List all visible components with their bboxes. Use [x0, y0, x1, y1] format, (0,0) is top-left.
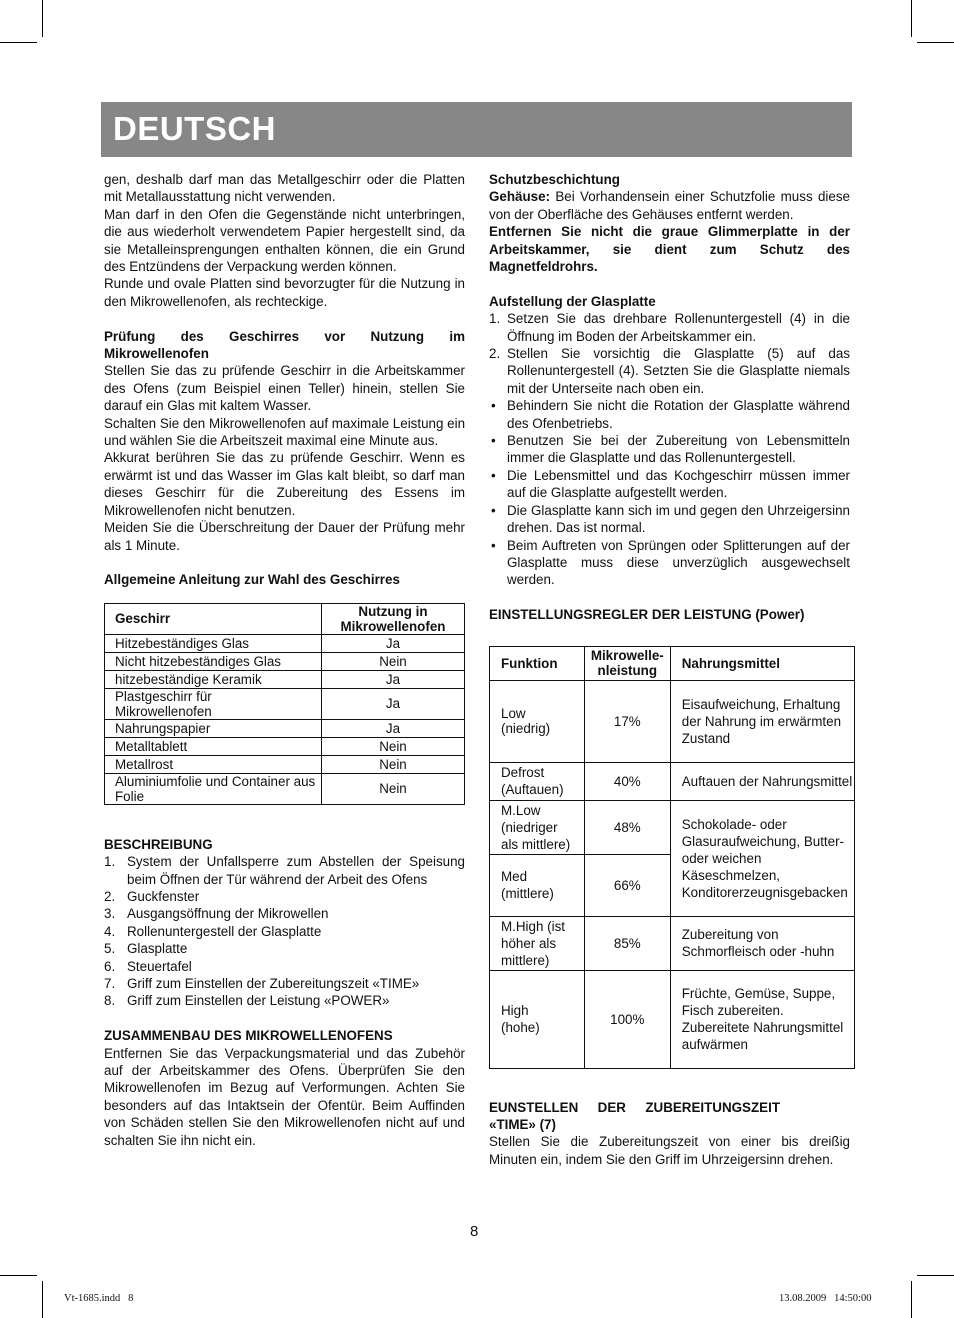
list-item: 6. Steuertafel: [104, 958, 192, 974]
table-cell: Nein: [322, 755, 465, 773]
table-cell: High (hohe): [490, 970, 585, 1068]
crop-mark: [0, 42, 37, 43]
list-item: 8. Griff zum Einstellen der Leistung «POWER»: [104, 993, 390, 1009]
table-row: [490, 800, 855, 854]
table-header: Nahrungsmittel: [670, 646, 854, 680]
table-cell: Ja: [322, 719, 465, 737]
crop-mark: [911, 0, 912, 37]
table-cell: Med (mittlere): [490, 854, 585, 916]
table-row: [105, 719, 465, 737]
paragraph: Entfernen Sie das Verpackungsmaterial und das Zubehör auf der Arbeitskammer des Ofens. Überprüfen Sie den Mikrowellenofen im Bezug auf Verformungen. Achten Sie besonders auf das Intaktsein der Ofentür. Beim Auffinden von Schäden stellen Sie den Mikrowellenofen nicht auf und schalten Sie ihn nicht ein.: [104, 1045, 465, 1148]
file-slug: Vt-1685.indd 8: [64, 1293, 134, 1304]
table-row: [105, 773, 465, 804]
table-row: [490, 970, 855, 1068]
table-cell: Nein: [322, 773, 465, 804]
table-cell: Ja: [322, 670, 465, 688]
paragraph: Gehäuse: Bei Vorhandensein einer Schutzfolie muss diese von der Oberfläche des Gehäuses entfernt werden.: [489, 189, 850, 222]
table-cell: 48%: [584, 800, 670, 854]
page-title: DEUTSCH: [113, 110, 277, 147]
table-row: [105, 670, 465, 688]
description-list: [104, 853, 465, 1010]
section-heading: Schutzbeschichtung: [489, 172, 620, 187]
table-row: [490, 680, 855, 762]
paragraph: Meiden Sie die Überschreitung der Dauer der Prüfung mehr als 1 Minute.: [104, 520, 465, 553]
table-cell: Metalltablett: [105, 737, 322, 755]
table-row: [105, 634, 465, 652]
table-cell: hitzebeständige Keramik: [105, 670, 322, 688]
table-header: Geschirr: [105, 603, 322, 634]
table-row: [490, 762, 855, 800]
section-heading: Prüfung des Geschirres vor Nutzung im Mikrowellenofen: [104, 328, 465, 362]
table-cell: Nein: [322, 652, 465, 670]
section-heading: EUNSTELLEN DER ZUBEREITUNGSZEIT «TIME» (7): [489, 1099, 780, 1132]
table-cell: M.Low (niedriger als mittlere): [490, 800, 585, 854]
table-cell: Plastgeschirr für Mikrowellenofen: [105, 688, 322, 719]
section-heading: EINSTELLUNGSREGLER DER LEISTUNG (Power): [489, 607, 805, 623]
list-item: 2. Guckfenster: [104, 888, 200, 904]
table-cell: Hitzebeständiges Glas: [105, 634, 322, 652]
list-item: 7. Griff zum Einstellen der Zubereitungszeit «TIME»: [104, 975, 420, 991]
paragraph: Stellen Sie das zu prüfende Geschirr in die Arbeitskammer des Ofens (zum Beispiel einen Teller) hinein, stellen Sie darauf ein Glas mit kaltem Wasser.: [104, 363, 465, 414]
table-cell: 17%: [584, 680, 670, 762]
list-item: • Behindern Sie nicht die Rotation der Glasplatte während des Ofenbetriebs.: [491, 398, 850, 431]
list-item: • Die Lebensmittel und das Kochgeschirr müssen immer auf die Glasplatte aufgestellt werden.: [491, 467, 850, 501]
list-item: • Benutzen Sie bei der Zubereitung von Lebensmitteln immer die Glasplatte und das Rollenuntergestell.: [491, 433, 850, 466]
table-cell: Nicht hitzebeständiges Glas: [105, 652, 322, 670]
coating-label: Gehäuse:: [489, 189, 551, 205]
list-item: • Die Glasplatte kann sich im und gegen den Uhrzeigersinn drehen. Das ist normal.: [491, 502, 850, 536]
paragraph: Man darf in den Ofen die Gegenstände nicht unterbringen, die aus wiederholt verwendetem Papier hergestellt sind, da sie Metalleinsprengungen enthalten können, die ein Grund des Entzündens der Verpackung werden können.: [104, 206, 465, 275]
table-header-row: [490, 646, 855, 680]
glass-steps: [489, 310, 850, 397]
crop-mark: [0, 1275, 37, 1276]
table-cell: Zubereitung von Schmorfleisch oder -huhn: [670, 916, 854, 970]
list-item: 2. Stellen Sie vorsichtig die Glasplatte (5) auf das Rollenuntergestell (4). Setzten Sie die Glasplatte niemals mit der Unterseite nach oben ein.: [489, 346, 850, 396]
section-heading: Allgemeine Anleitung zur Wahl des Geschirres: [104, 572, 400, 588]
paragraph: Runde und ovale Platten sind bevorzugter für die Nutzung in den Mikrowellenofen, als rechteckige.: [104, 276, 465, 309]
list-item: 4. Rollenuntergestell der Glasplatte: [104, 923, 322, 939]
section-heading: Aufstellung der Glasplatte: [489, 293, 656, 309]
page-number: 8: [470, 1223, 479, 1240]
list-item: 1. Setzen Sie das drehbare Rollenuntergestell (4) in die Öffnung im Boden der Arbeitskammer ein.: [489, 311, 850, 344]
table-cell: Auftauen der Nahrungsmittel: [670, 762, 854, 800]
table-row: [105, 737, 465, 755]
table-row: [490, 916, 855, 970]
crop-mark: [911, 1281, 912, 1318]
right-column: [489, 171, 853, 1168]
list-item: • Beim Auftreten von Sprüngen oder Splitterungen auf der Glasplatte muss diese unverzüglich ausgewechselt werden.: [491, 537, 850, 588]
table-row: [105, 755, 465, 773]
crop-mark: [917, 42, 954, 43]
table-header: Nutzung in Mikrowellenofen: [322, 603, 465, 634]
section-heading: BESCHREIBUNG: [104, 836, 213, 852]
table-header: Funktion: [490, 646, 585, 680]
table-header: Mikrowelle-nleistung: [584, 646, 670, 680]
table-cell: Nein: [322, 737, 465, 755]
date-slug: 13.08.2009 14:50:00: [779, 1293, 872, 1304]
table-cell: Nahrungspapier: [105, 719, 322, 737]
paragraph: gen, deshalb darf man das Metallgeschirr oder die Platten mit Metallausstattung nicht verwenden.: [104, 172, 465, 205]
paragraph: Akkurat berühren Sie das zu prüfende Geschirr. Wenn es erwärmt ist und das Wasser im Glas kalt bleibt, so darf man dieses Geschirr für die Zubereitung des Essens im Mikrowellenofen nicht benutzen.: [104, 450, 465, 518]
table-cell: M.High (ist höher als mittlere): [490, 916, 585, 970]
dish-table: [104, 603, 465, 805]
table-cell: Früchte, Gemüse, Suppe, Fisch zubereiten. Zubereitete Nahrungsmittel aufwärmen: [670, 970, 854, 1068]
table-cell: 85%: [584, 916, 670, 970]
crop-mark: [42, 0, 43, 37]
left-column: [104, 171, 465, 1149]
paragraph: Stellen Sie die Zubereitungszeit von einer bis dreißig Minuten ein, indem Sie den Griff im Uhrzeigersinn drehen.: [489, 1134, 850, 1167]
table-cell: Ja: [322, 634, 465, 652]
section-heading: ZUSAMMENBAU DES MIKROWELLENOFENS: [104, 1028, 393, 1044]
power-table: [489, 646, 855, 1069]
table-cell: Metallrost: [105, 755, 322, 773]
paragraph: Schalten Sie den Mikrowellenofen auf maximale Leistung ein und wählen Sie die Arbeitszeit maximal eine Minute aus.: [104, 415, 466, 449]
table-row: [105, 688, 465, 719]
language-banner: [101, 102, 852, 157]
list-item: 1. System der Unfallsperre zum Abstellen der Speisung beim Öffnen der Tür während der Arbeit des Ofens: [104, 854, 465, 887]
table-cell: Low (niedrig): [490, 680, 585, 762]
list-item: 5. Glasplatte: [104, 941, 188, 957]
table-cell: 66%: [584, 854, 670, 916]
table-header-row: [105, 603, 465, 634]
table-cell: 100%: [584, 970, 670, 1068]
table-cell: Schokolade- oder Glasuraufweichung, Butter- oder weichen Käseschmelzen, Konditorerzeugnisgebacken: [670, 800, 854, 916]
crop-mark: [917, 1275, 954, 1276]
glass-bullets: [489, 397, 850, 588]
table-row: [105, 652, 465, 670]
table-cell: 40%: [584, 762, 670, 800]
table-cell: Aluminiumfolie und Container aus Folie: [105, 773, 322, 804]
warning-text: Entfernen Sie nicht die graue Glimmerplatte in der Arbeitskammer, sie dient zum Schutz des Magnetfeldrohrs.: [489, 224, 850, 275]
crop-mark: [42, 1281, 43, 1318]
table-cell: Eisaufweichung, Erhaltung der Nahrung im erwärmten Zustand: [670, 680, 854, 762]
table-cell: Defrost (Auftauen): [490, 762, 585, 800]
table-cell: Ja: [322, 688, 465, 719]
list-item: 3. Ausgangsöffnung der Mikrowellen: [104, 906, 329, 922]
